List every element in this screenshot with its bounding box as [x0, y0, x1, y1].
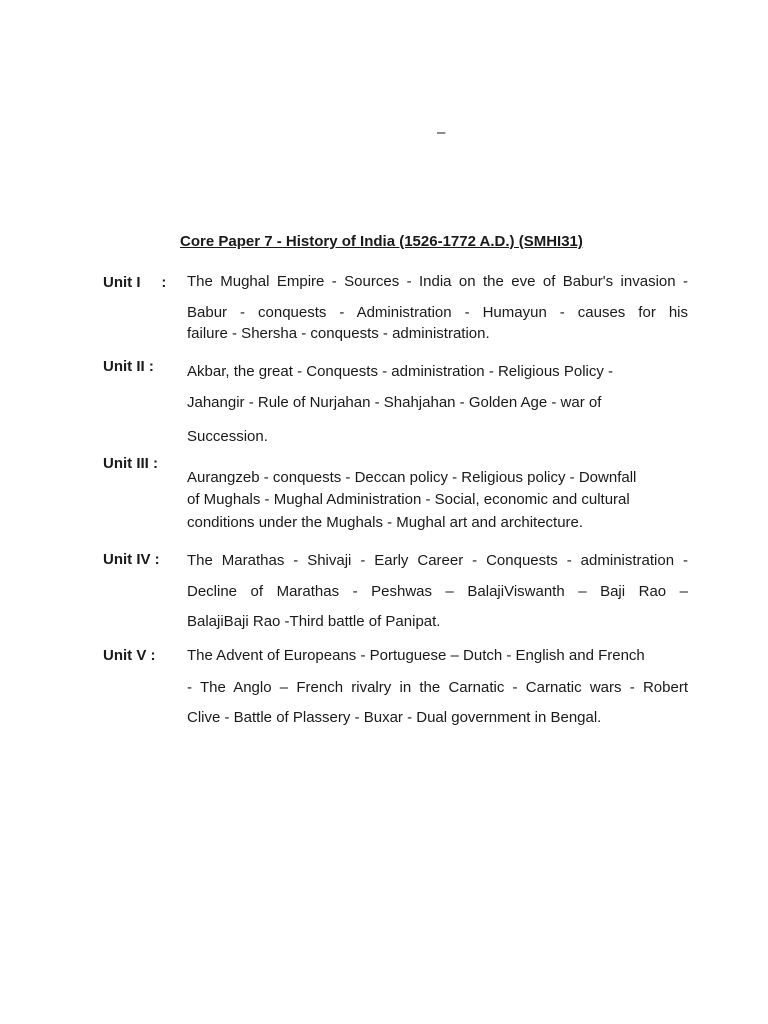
page-title: Core Paper 7 - History of India (1526-1772 A.D.) (SMHI31)	[180, 233, 583, 250]
unit-5-line-3: Clive - Battle of Plassery - Buxar - Dual government in Bengal.	[187, 709, 602, 726]
unit-1-line-2: Babur - conquests - Administration - Humayun - causes for his	[187, 304, 688, 321]
unit-3-line-1: Aurangzeb - conquests - Deccan policy - Religious policy - Downfall	[187, 469, 637, 486]
unit-4-line-1: The Marathas - Shivaji - Early Career - Conquests - administration -	[187, 552, 688, 569]
unit-4-line-3: BalajiBaji Rao -Third battle of Panipat.	[187, 613, 441, 630]
unit-2-line-1: Akbar, the great - Conquests - administration - Religious Policy -	[187, 363, 614, 380]
unit-3-line-2: of Mughals - Mughal Administration - Social, economic and cultural	[187, 491, 630, 508]
unit-1-label: Unit I :	[103, 274, 167, 291]
unit-2-line-3: Succession.	[187, 428, 268, 445]
unit-5-line-1: The Advent of Europeans - Portuguese – Dutch - English and French	[187, 647, 645, 664]
unit-5-line-2: - The Anglo – French rivalry in the Carnatic - Carnatic wars - Robert	[187, 679, 688, 696]
unit-1-line-3: failure - Shersha - conquests - administration.	[187, 325, 490, 342]
unit-3-label: Unit III :	[103, 455, 158, 472]
unit-4-label: Unit IV :	[103, 551, 160, 568]
unit-2-label: Unit II :	[103, 358, 154, 375]
unit-2-line-2: Jahangir - Rule of Nurjahan - Shahjahan - Golden Age - war of	[187, 394, 602, 411]
dash-mark: –	[437, 124, 446, 141]
unit-4-line-2: Decline of Marathas - Peshwas – BalajiViswanth – Baji Rao –	[187, 583, 688, 600]
unit-3-line-3: conditions under the Mughals - Mughal art and architecture.	[187, 514, 584, 531]
unit-5-label: Unit V :	[103, 647, 156, 664]
unit-1-line-1: The Mughal Empire - Sources - India on the eve of Babur's invasion -	[187, 273, 688, 290]
